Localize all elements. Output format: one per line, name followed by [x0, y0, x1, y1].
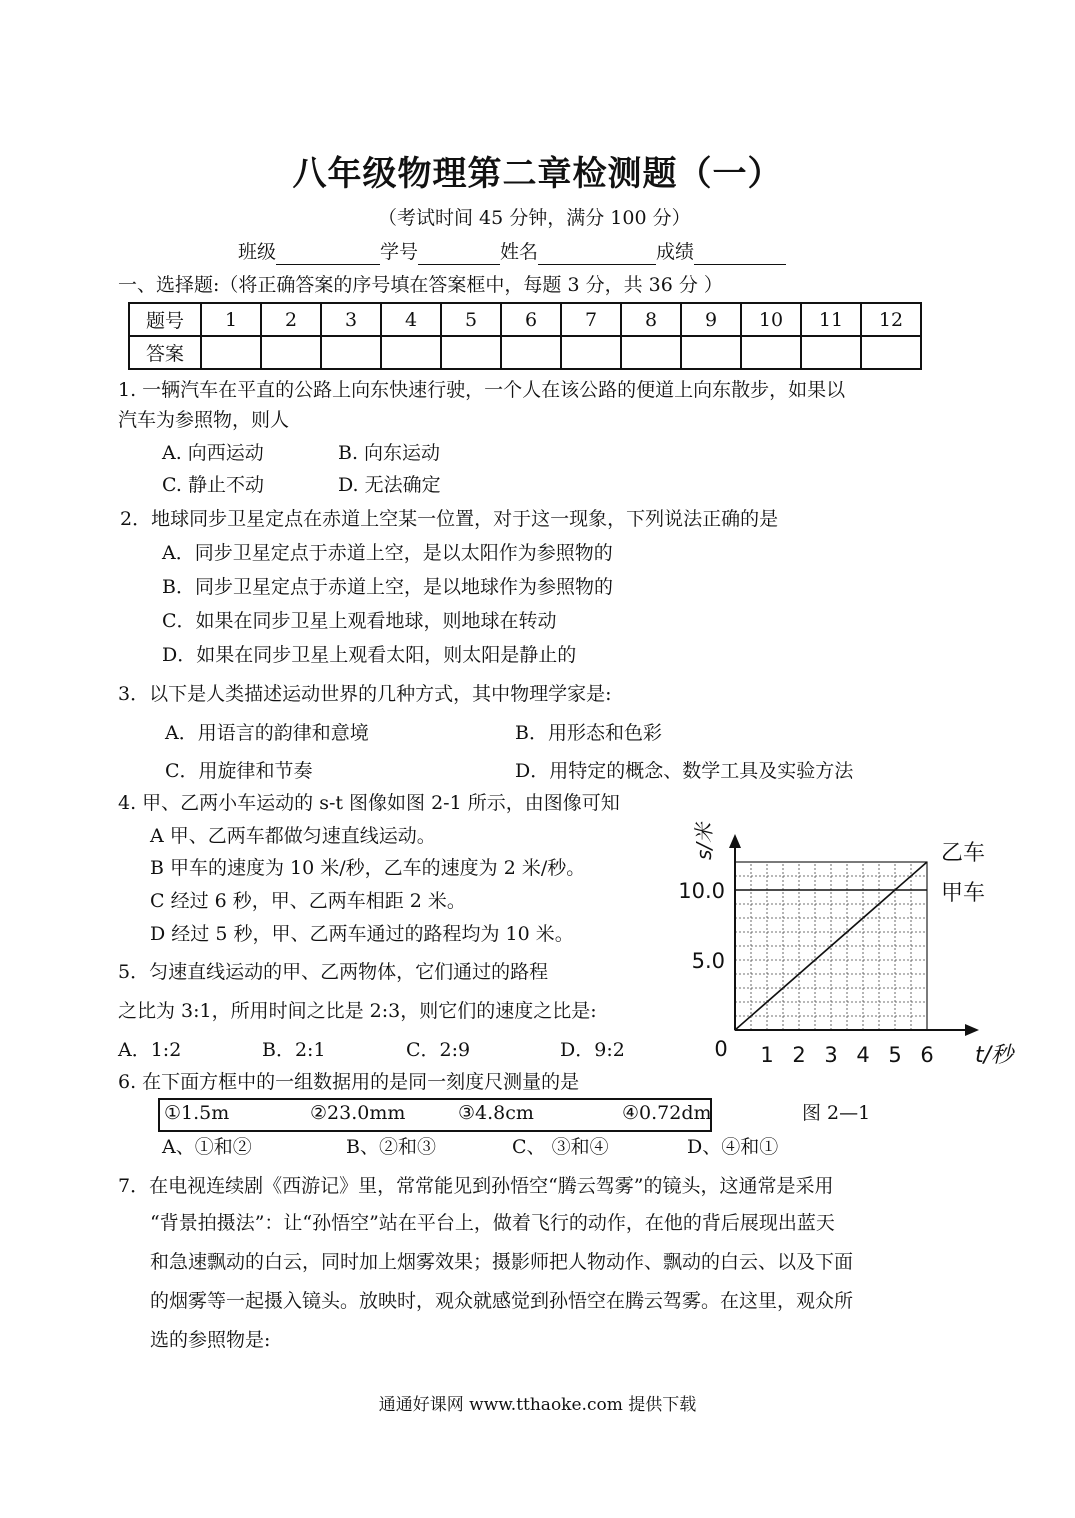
q3-option-a: A．用语言的韵律和意境: [165, 722, 369, 744]
x-axis-label: t/秒: [975, 1043, 1014, 1068]
q4-option-d: D 经过 5 秒，甲、乙两车通过的路程均为 10 米。: [150, 923, 574, 945]
name-label: 姓名: [500, 241, 539, 263]
q7-line-3: 和急速飘动的白云，同时加上烟雾效果；摄影师把人物动作、飘动的白云、以及下面: [150, 1251, 854, 1273]
q4-option-c: C 经过 6 秒，甲、乙两车相距 2 米。: [150, 890, 466, 912]
answer-table-number: 1: [201, 303, 261, 336]
q5-option-c: C．2:9: [406, 1039, 471, 1061]
q4-stem: 4. 甲、乙两小车运动的 s-t 图像如图 2-1 所示，由图像可知: [118, 792, 620, 814]
q6-data-2: ②23.0mm: [310, 1102, 406, 1124]
x-tick-label: 1: [760, 1043, 774, 1067]
x-tick-label: 3: [824, 1043, 838, 1067]
answer-table-header-label: 题号: [129, 303, 201, 336]
q7-line-1: 7．在电视连续剧《西游记》里，常常能见到孙悟空“腾云驾雾”的镜头，这通常是采用: [118, 1175, 834, 1197]
answer-cell[interactable]: [681, 336, 741, 369]
q2-option-c: C．如果在同步卫星上观看地球，则地球在转动: [162, 610, 557, 632]
q5-option-a: A．1:2: [118, 1039, 182, 1061]
name-field[interactable]: [538, 244, 656, 265]
q1-stem-line2: 汽车为参照物，则人: [118, 409, 290, 431]
answer-cell[interactable]: [321, 336, 381, 369]
q1-option-d: D. 无法确定: [338, 474, 441, 496]
class-field[interactable]: [276, 244, 380, 265]
answer-table-number: 6: [501, 303, 561, 336]
q5-option-b: B．2:1: [262, 1039, 326, 1061]
answer-table-number: 5: [441, 303, 501, 336]
q7-line-2: “背景拍摄法”：让“孙悟空”站在平台上，做着飞行的动作，在他的背后展现出蓝天: [150, 1212, 835, 1234]
x-tick-label: 2: [792, 1043, 806, 1067]
st-chart: [660, 815, 1040, 1080]
answer-table-number: 11: [801, 303, 861, 336]
answer-table-number: 12: [861, 303, 921, 336]
q2-option-a: A．同步卫星定点于赤道上空，是以太阳作为参照物的: [162, 542, 613, 564]
footer-text: 通通好课网 www.tthaoke.com 提供下载: [378, 1395, 697, 1415]
answer-table-number: 4: [381, 303, 441, 336]
y-axis-label: s/米: [692, 822, 716, 860]
q6-option-c: C、 ③和④: [512, 1136, 609, 1158]
score-label: 成绩: [656, 241, 695, 263]
page-title: 八年级物理第二章检测题（一）: [292, 154, 783, 194]
id-field[interactable]: [418, 244, 500, 265]
q6-data-box: [158, 1098, 712, 1132]
section-heading: 一、选择题:（将正确答案的序号填在答案框中，每题 3 分，共 36 分 ）: [118, 274, 723, 296]
q1-option-a: A. 向西运动: [162, 442, 264, 464]
origin-label: 0: [714, 1037, 728, 1061]
answer-cell[interactable]: [861, 336, 921, 369]
q2-option-d: D．如果在同步卫星上观看太阳，则太阳是静止的: [162, 644, 577, 666]
q3-option-b: B．用形态和色彩: [515, 722, 662, 744]
y-tick-label: 10.0: [678, 879, 725, 903]
answer-table-answer-label: 答案: [129, 336, 201, 369]
y-axis-arrow: [729, 834, 741, 848]
answer-cell[interactable]: [381, 336, 441, 369]
answer-cell[interactable]: [561, 336, 621, 369]
answer-cell[interactable]: [801, 336, 861, 369]
answer-cell[interactable]: [201, 336, 261, 369]
exam-info: （考试时间 45 分钟，满分 100 分）: [378, 207, 691, 229]
answer-cell[interactable]: [741, 336, 801, 369]
answer-cell[interactable]: [261, 336, 321, 369]
q6-stem: 6. 在下面方框中的一组数据用的是同一刻度尺测量的是: [118, 1071, 580, 1093]
answer-table-number: 2: [261, 303, 321, 336]
answer-table-header-row: [129, 303, 921, 336]
x-axis-arrow: [965, 1024, 979, 1036]
series-label: 甲车: [941, 881, 986, 906]
answer-table-answer-row: [129, 336, 921, 369]
x-tick-label: 6: [920, 1043, 934, 1067]
q4-option-a: A 甲、乙两车都做匀速直线运动。: [150, 825, 436, 847]
q3-stem: 3．以下是人类描述运动世界的几种方式，其中物理学家是:: [118, 683, 612, 705]
x-tick-label: 5: [888, 1043, 902, 1067]
figure-caption: 图 2—1: [802, 1102, 871, 1124]
answer-cell[interactable]: [621, 336, 681, 369]
x-tick-label: 4: [856, 1043, 870, 1067]
class-label: 班级: [238, 241, 277, 263]
q6-option-a: A、①和②: [162, 1136, 252, 1158]
answer-table: [128, 302, 922, 370]
q7-line-5: 选的参照物是:: [150, 1329, 271, 1351]
q5-stem-line2: 之比为 3:1，所用时间之比是 2:3，则它们的速度之比是:: [118, 1000, 597, 1022]
answer-cell[interactable]: [441, 336, 501, 369]
q4-option-b: B 甲车的速度为 10 米/秒，乙车的速度为 2 米/秒。: [150, 857, 586, 879]
answer-table-number: 3: [321, 303, 381, 336]
q7-line-4: 的烟雾等一起摄入镜头。放映时，观众就感觉到孙悟空在腾云驾雾。在这里，观众所: [150, 1290, 854, 1312]
q1-option-c: C. 静止不动: [162, 474, 264, 496]
q5-stem-line1: 5．匀速直线运动的甲、乙两物体，它们通过的路程: [118, 961, 549, 983]
answer-table-number: 10: [741, 303, 801, 336]
q6-option-d: D、④和①: [687, 1136, 779, 1158]
q2-stem: 2．地球同步卫星定点在赤道上空某一位置，对于这一现象，下列说法正确的是: [120, 508, 779, 530]
id-label: 学号: [380, 241, 419, 263]
q2-option-b: B．同步卫星定点于赤道上空，是以地球作为参照物的: [162, 576, 613, 598]
series-label: 乙车: [941, 841, 986, 866]
q6-option-b: B、②和③: [346, 1136, 436, 1158]
answer-table-number: 7: [561, 303, 621, 336]
score-field[interactable]: [694, 244, 786, 265]
q3-option-d: D．用特定的概念、数学工具及实验方法: [515, 760, 854, 782]
answer-cell[interactable]: [501, 336, 561, 369]
q6-data-1: ①1.5m: [164, 1102, 230, 1124]
q6-data-4: ④0.72dm: [622, 1102, 712, 1124]
q1-stem-line1: 1. 一辆汽车在平直的公路上向东快速行驶，一个人在该公路的便道上向东散步，如果以: [118, 379, 846, 401]
student-info-line: [238, 239, 786, 265]
q1-option-b: B. 向东运动: [338, 442, 441, 464]
answer-table-number: 8: [621, 303, 681, 336]
q3-option-c: C．用旋律和节奏: [165, 760, 313, 782]
answer-table-number: 9: [681, 303, 741, 336]
q5-option-d: D．9:2: [560, 1039, 625, 1061]
y-tick-label: 5.0: [691, 949, 725, 973]
q6-data-3: ③4.8cm: [458, 1102, 534, 1124]
